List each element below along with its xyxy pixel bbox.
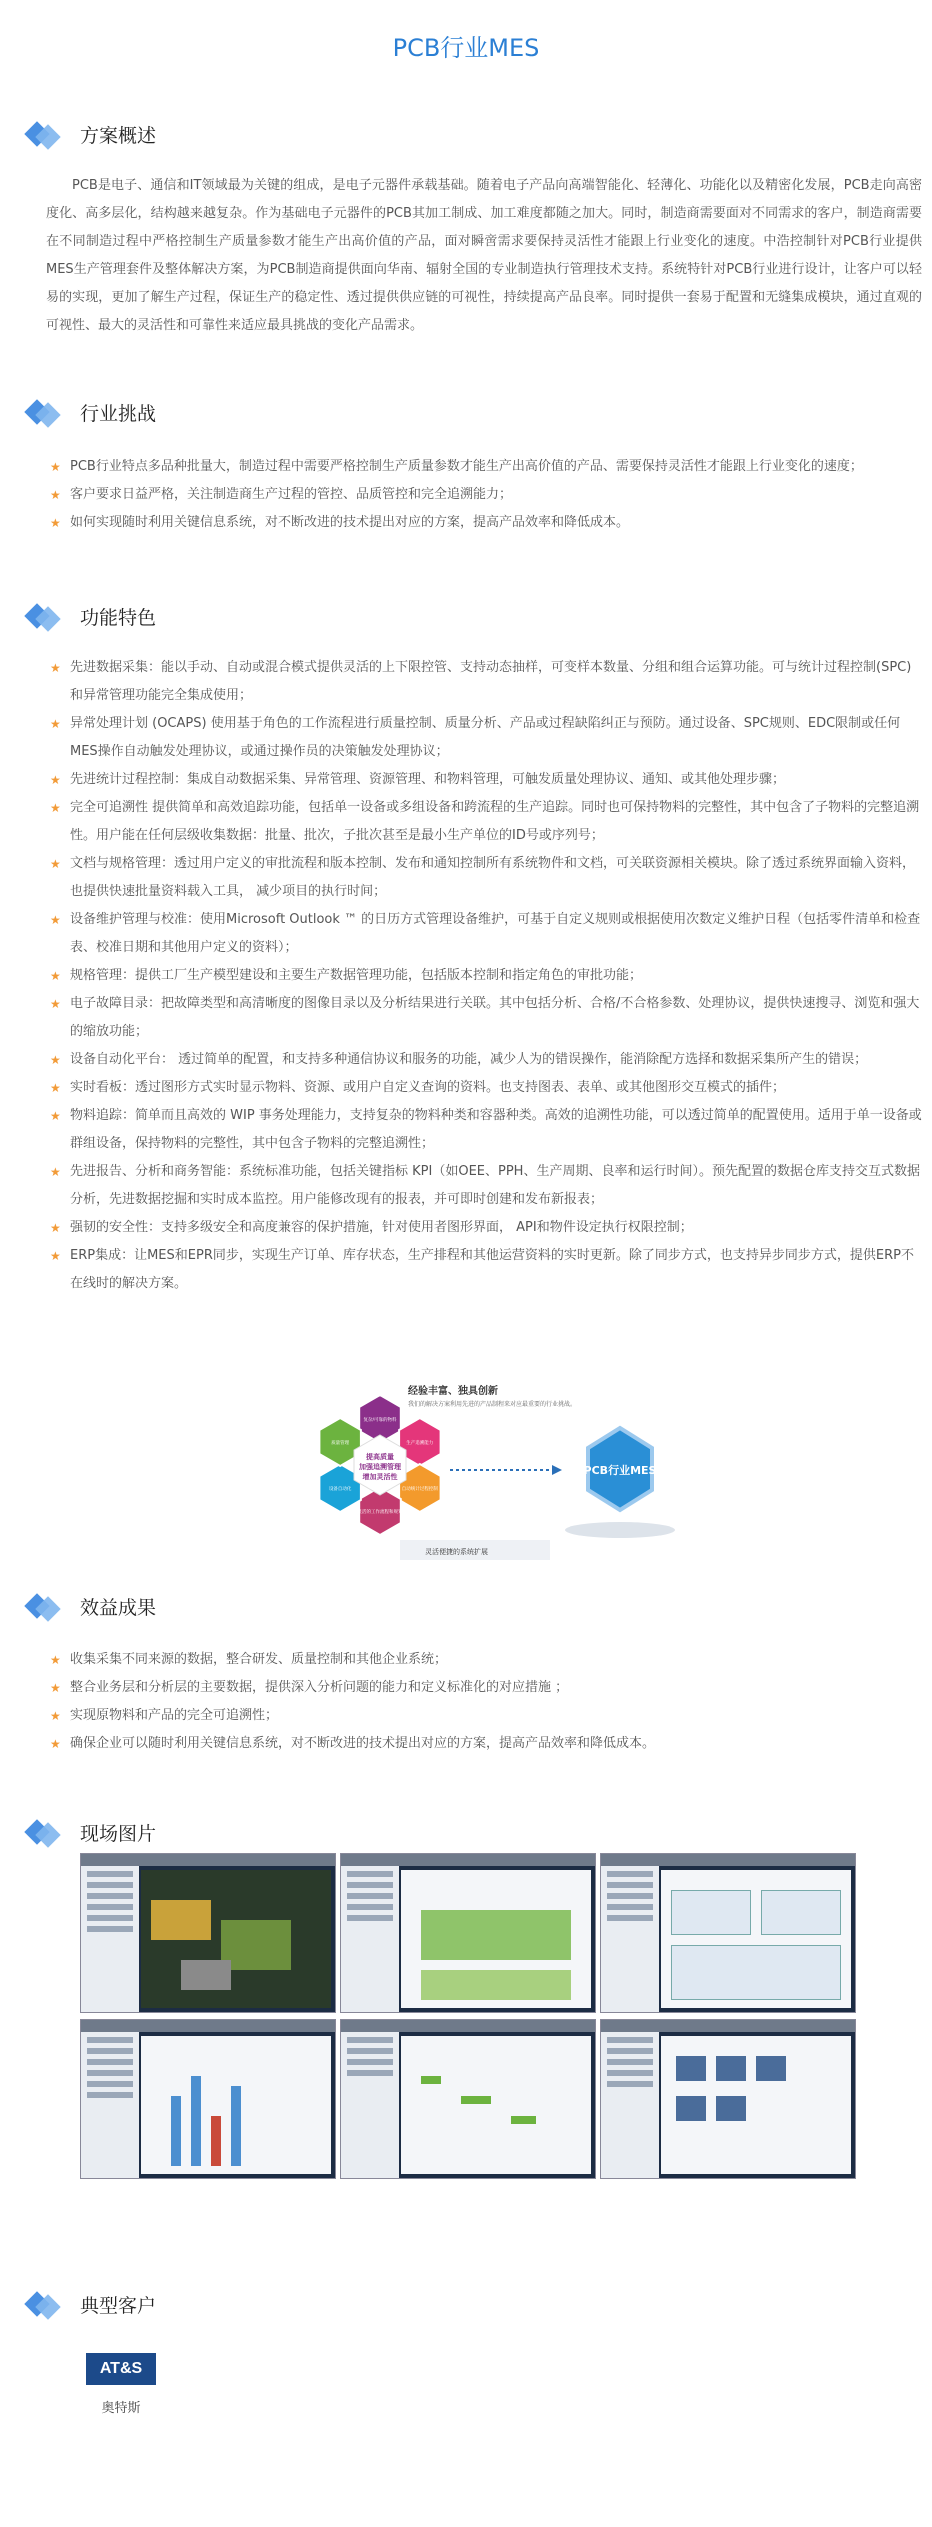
list-item: ★ PCB行业特点多品种批量大，制造过程中需要严格控制生产质量参数才能生产出高价值的产品、需要保持灵活性才能跟上行业变化的速度； <box>50 453 922 481</box>
star-icon: ★ <box>50 913 61 927</box>
section-title: 效益成果 <box>80 1596 157 1619</box>
star-icon: ★ <box>50 969 61 983</box>
arrow-head <box>552 1465 562 1475</box>
diamond-icon <box>22 1586 66 1626</box>
list-item: ★ 电子故障目录：把故障类型和高清晰度的图像目录以及分析结果进行关联。其中包括分析、合格/不合格参数、处理协议，提供快速搜寻、浏览和强大的缩放功能； <box>50 990 922 1046</box>
star-icon: ★ <box>50 516 61 530</box>
screenshot-photo <box>600 2019 856 2179</box>
diamond-icon <box>22 114 66 154</box>
star-icon: ★ <box>50 997 61 1011</box>
challenge-list <box>50 453 922 537</box>
section-title: 行业挑战 <box>80 402 157 425</box>
list-item: ★ 实时看板：透过图形方式实时显示物料、资源、或用户自定义查询的资料。也支持图表、表单、或其他图形交互模式的插件； <box>50 1074 922 1102</box>
list-item: ★ 确保企业可以随时利用关键信息系统，对不断改进的技术提出对应的方案，提高产品效率和降低成本。 <box>50 1730 922 1758</box>
list-item: ★ 物料追踪：简单而且高效的 WIP 事务处理能力，支持复杂的物料种类和容器种类。高效的追溯性功能，可以透过简单的配置使用。适用于单一设备或群组设备，保持物料的完整性，其中包含子物料的完整追溯性； <box>50 1102 922 1158</box>
list-item: ★ 文档与规格管理：透过用户定义的审批流程和版本控制、发布和通知控制所有系统物件和文档，可关联资源相关模块。除了透过系统界面输入资料，也提供快速批量资料载入工具， 减少项目的执行时间； <box>50 850 922 906</box>
star-icon: ★ <box>50 1653 61 1667</box>
star-icon: ★ <box>50 1681 61 1695</box>
star-icon: ★ <box>50 661 61 675</box>
list-item: ★ 如何实现随时利用关键信息系统，对不断改进的技术提出对应的方案，提高产品效率和降低成本。 <box>50 509 922 537</box>
screenshot-photo <box>600 1853 856 2013</box>
star-icon: ★ <box>50 460 61 474</box>
target-label: PCB行业MES <box>583 1464 657 1477</box>
star-icon: ★ <box>50 717 61 731</box>
star-icon: ★ <box>50 1221 61 1235</box>
hex-label: 设备自动化 <box>328 1487 352 1492</box>
star-icon: ★ <box>50 1165 61 1179</box>
list-item: ★ 设备维护管理与校准：使用Microsoft Outlook ™ 的日历方式管理设备维护，可基于自定义规则或根据使用次数定义维护日程（包括零件清单和检查表、校准日期和其他用户定义的资料）； <box>50 906 922 962</box>
star-icon: ★ <box>50 488 61 502</box>
benefit-list <box>50 1646 922 1758</box>
customer-logo: AT&S <box>86 2353 156 2385</box>
diamond-icon <box>22 1812 66 1852</box>
feature-list <box>50 654 922 1298</box>
mes-diagram <box>270 1380 690 1575</box>
screenshot-photo <box>340 1853 596 2013</box>
section-head-benefits <box>22 1586 156 1626</box>
section-title: 典型客户 <box>80 2294 157 2317</box>
hex-label: 复杂/可靠的物料 <box>363 1418 397 1423</box>
hex-label: 灵活的工作流程和规划 <box>357 1510 403 1515</box>
section-title: 功能特色 <box>80 606 157 629</box>
diagram-heading: 经验丰富、独具创新 <box>408 1386 498 1397</box>
star-icon: ★ <box>50 801 61 815</box>
center-line3: 增加灵活性 <box>362 1473 398 1481</box>
hex-label: 自动统计过程控制 <box>401 1487 438 1492</box>
list-item: ★ 收集采集不同来源的数据，整合研发、质量控制和其他企业系统； <box>50 1646 922 1674</box>
hex-label: 质量管理 <box>331 1441 350 1446</box>
star-icon: ★ <box>50 773 61 787</box>
screenshot-photo <box>80 2019 336 2179</box>
section-head-challenges <box>22 392 156 432</box>
star-icon: ★ <box>50 1053 61 1067</box>
section-head-customers <box>22 2284 156 2324</box>
list-item: ★ 设备自动化平台： 透过简单的配置，和支持多种通信协议和服务的功能，减少人为的错误操作，能消除配方选择和数据采集所产生的错误； <box>50 1046 922 1074</box>
page-title: PCB行业MES <box>392 34 540 62</box>
section-title: 方案概述 <box>80 124 157 147</box>
screenshot-photo <box>340 2019 596 2179</box>
diagram-footer: 灵活便捷的系统扩展 <box>425 1548 488 1556</box>
hex-label: 生产追溯能力 <box>406 1441 434 1446</box>
list-item: ★ ERP集成：让MES和EPR同步，实现生产订单、库存状态，生产排程和其他运营资料的实时更新。除了同步方式，也支持异步同步方式，提供ERP不在线时的解决方案。 <box>50 1242 922 1298</box>
list-item: ★ 整合业务层和分析层的主要数据，提供深入分析问题的能力和定义标准化的对应措施 ； <box>50 1674 922 1702</box>
screenshot-photo <box>80 1853 336 2013</box>
section-title: 现场图片 <box>80 1822 157 1845</box>
star-icon: ★ <box>50 857 61 871</box>
list-item: ★ 规格管理：提供工厂生产模型建设和主要生产数据管理功能，包括版本控制和指定角色的审批功能； <box>50 962 922 990</box>
list-item: ★ 异常处理计划 (OCAPS) 使用基于角色的工作流程进行质量控制、质量分析、产品或过程缺陷纠正与预防。通过设备、SPC规则、EDC限制或任何MES操作自动触发处理协议，或通过操作员的决策触发处理协议； <box>50 710 922 766</box>
star-icon: ★ <box>50 1249 61 1263</box>
center-line2: 加强追溯管理 <box>359 1463 401 1471</box>
section-head-overview <box>22 114 156 154</box>
center-line1: 提高质量 <box>366 1453 394 1461</box>
overview-text: PCB是电子、通信和IT领域最为关键的组成，是电子元器件承载基础。随着电子产品向高端智能化、轻薄化、功能化以及精密化发展，PCB走向高密度化、高多层化，结构越来越复杂。作为基础电子元器件的PCB其加工制成、加工难度都随之加大。同时，制造商需要面对不同需求的客户，制造商需要在不同制造过程中严格控制生产质量参数才能生产出高价值的产品，面对瞬啻需求要保持灵活性才能跟上行业变化的速度。中浩控制针对PCB行业提供MES生产管理套件及整体解决方案，为PCB制造商提供面向华南、辐射全国的专业制造执行管理技术支持。系统特针对PCB行业进行设计，让客户可以轻易的实现，更加了解生产过程，保证生产的稳定性、透过提供供应链的可视性，持续提高产品良率。同时提供一套易于配置和无缝集成模块，通过直观的可视性、最大的灵活性和可靠性来适应最具挑战的变化产品需求。 <box>46 178 922 333</box>
diagram-subheading: 我们的解决方案利用先进的产品制程来对应最重要的行业挑战。 <box>408 1401 577 1408</box>
diamond-icon <box>22 596 66 636</box>
list-item: ★ 实现原物料和产品的完全可追溯性； <box>50 1702 922 1730</box>
customer-name: 奥特斯 <box>101 2401 141 2416</box>
list-item: ★ 强韧的安全性：支持多级安全和高度兼容的保护措施，针对使用者图形界面， API和物件设定执行权限控制； <box>50 1214 922 1242</box>
star-icon: ★ <box>50 1081 61 1095</box>
list-item: ★ 先进统计过程控制：集成自动数据采集、异常管理、资源管理、和物料管理，可触发质量处理协议、通知、或其他处理步骤； <box>50 766 922 794</box>
diamond-icon <box>22 2284 66 2324</box>
star-icon: ★ <box>50 1737 61 1751</box>
star-icon: ★ <box>50 1709 61 1723</box>
section-head-features <box>22 596 156 636</box>
list-item: ★ 先进报告、分析和商务智能：系统标准功能，包括关键指标 KPI（如OEE、PPH、生产周期、良率和运行时间）。预先配置的数据仓库支持交互式数据分析，先进数据挖掘和实时成本监控。用户能修改现有的报表，并可即时创建和发布新报表； <box>50 1158 922 1214</box>
star-icon: ★ <box>50 1109 61 1123</box>
target-shadow <box>565 1522 675 1538</box>
list-item: ★ 完全可追溯性 提供简单和高效追踪功能，包括单一设备或多组设备和跨流程的生产追踪。同时也可保持物料的完整性，其中包含了子物料的完整追溯性。用户能在任何层级收集数据：批量、批次，子批次甚至是最小生产单位的ID号或序列号； <box>50 794 922 850</box>
section-head-photos <box>22 1812 156 1852</box>
diamond-icon <box>22 392 66 432</box>
list-item: ★ 客户要求日益严格，关注制造商生产过程的管控、品质管控和完全追溯能力； <box>50 481 922 509</box>
list-item: ★ 先进数据采集：能以手动、自动或混合模式提供灵活的上下限控管、支持动态抽样，可变样本数量、分组和组合运算功能。可与统计过程控制(SPC)和异常管理功能完全集成使用； <box>50 654 922 710</box>
